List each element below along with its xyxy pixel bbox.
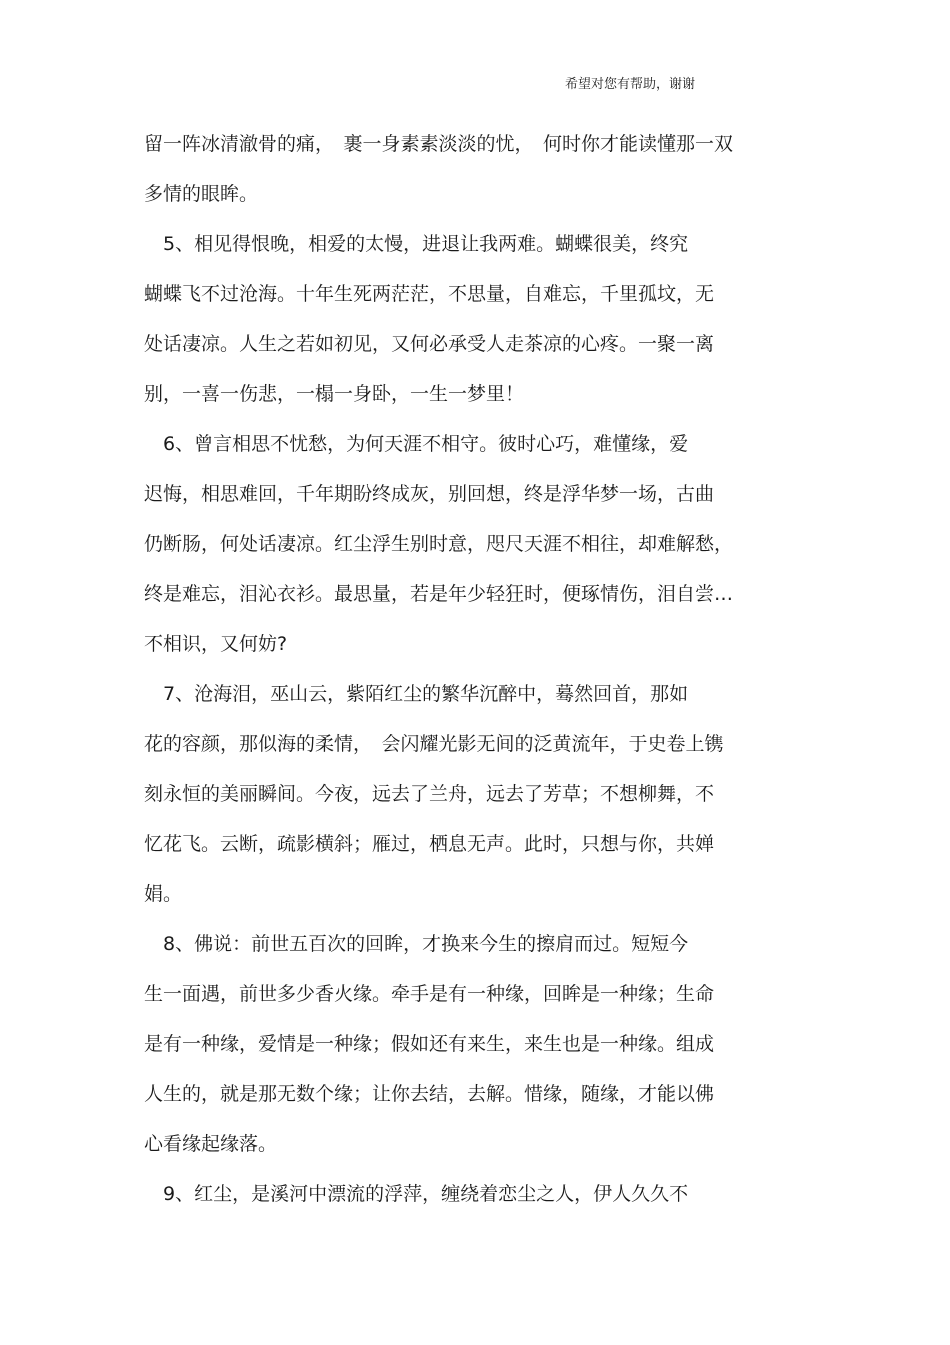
text-line-7: 6、曾言相思不忧愁，为何天涯不相守。彼时心巧，难懂缘，爱 (144, 433, 689, 455)
text-line-11: 不相识，又何妨? (144, 633, 288, 655)
text-line-20: 人生的，就是那无数个缘；让你去结，去解。惜缘，随缘，才能以佛 (144, 1083, 715, 1105)
text-line-9: 仍断肠，何处话凄凉。红尘浮生别时意，咫尺天涯不相往，却难解愁， (144, 533, 734, 555)
text-line-10: 终是难忘，泪沁衣衫。最思量，若是年少轻狂时，便琢情伤，泪自尝… (144, 583, 734, 605)
text-line-5: 处话凄凉。人生之若如初见，又何必承受人走茶凉的心疼。一聚一离 (144, 333, 715, 355)
text-line-2: 多情的眼眸。 (144, 183, 259, 205)
text-line-3: 5、相见得恨晚，相爱的太慢，进退让我两难。蝴蝶很美，终究 (144, 233, 689, 255)
header-note: 希望对您有帮助，谢谢 (565, 77, 696, 92)
text-line-13: 花的容颜，那似海的柔情， 会闪耀光影无间的泛黄流年，于史卷上镌 (144, 733, 724, 755)
text-line-19: 是有一种缘，爱情是一种缘；假如还有来生，来生也是一种缘。组成 (144, 1033, 715, 1055)
text-line-14: 刻永恒的美丽瞬间。今夜，远去了兰舟，远去了芳草；不想柳舞，不 (144, 783, 715, 805)
text-line-1: 留一阵冰清澈骨的痛， 裹一身素素淡淡的忧， 何时你才能读懂那一双 (144, 133, 734, 155)
text-line-18: 生一面遇，前世多少香火缘。牵手是有一种缘，回眸是一种缘；生命 (144, 983, 715, 1005)
text-line-12: 7、沧海泪，巫山云，紫陌红尘的繁华沉醉中，蓦然回首，那如 (144, 683, 689, 705)
text-line-6: 别，一喜一伤悲，一榻一身卧，一生一梦里！ (144, 383, 525, 405)
text-line-22: 9、红尘，是溪河中漂流的浮萍，缠绕着恋尘之人，伊人久久不 (144, 1183, 689, 1205)
text-line-4: 蝴蝶飞不过沧海。十年生死两茫茫，不思量，自难忘，千里孤坟，无 (144, 283, 715, 305)
text-line-17: 8、佛说：前世五百次的回眸，才换来今生的擦肩而过。短短今 (144, 933, 689, 955)
text-line-8: 迟悔，相思难回，千年期盼终成灰，别回想，终是浮华梦一场，古曲 (144, 483, 715, 505)
text-line-21: 心看缘起缘落。 (144, 1133, 278, 1155)
text-line-16: 娟。 (144, 883, 183, 905)
text-line-15: 忆花飞。云断，疏影横斜；雁过，栖息无声。此时，只想与你，共婵 (144, 833, 715, 855)
